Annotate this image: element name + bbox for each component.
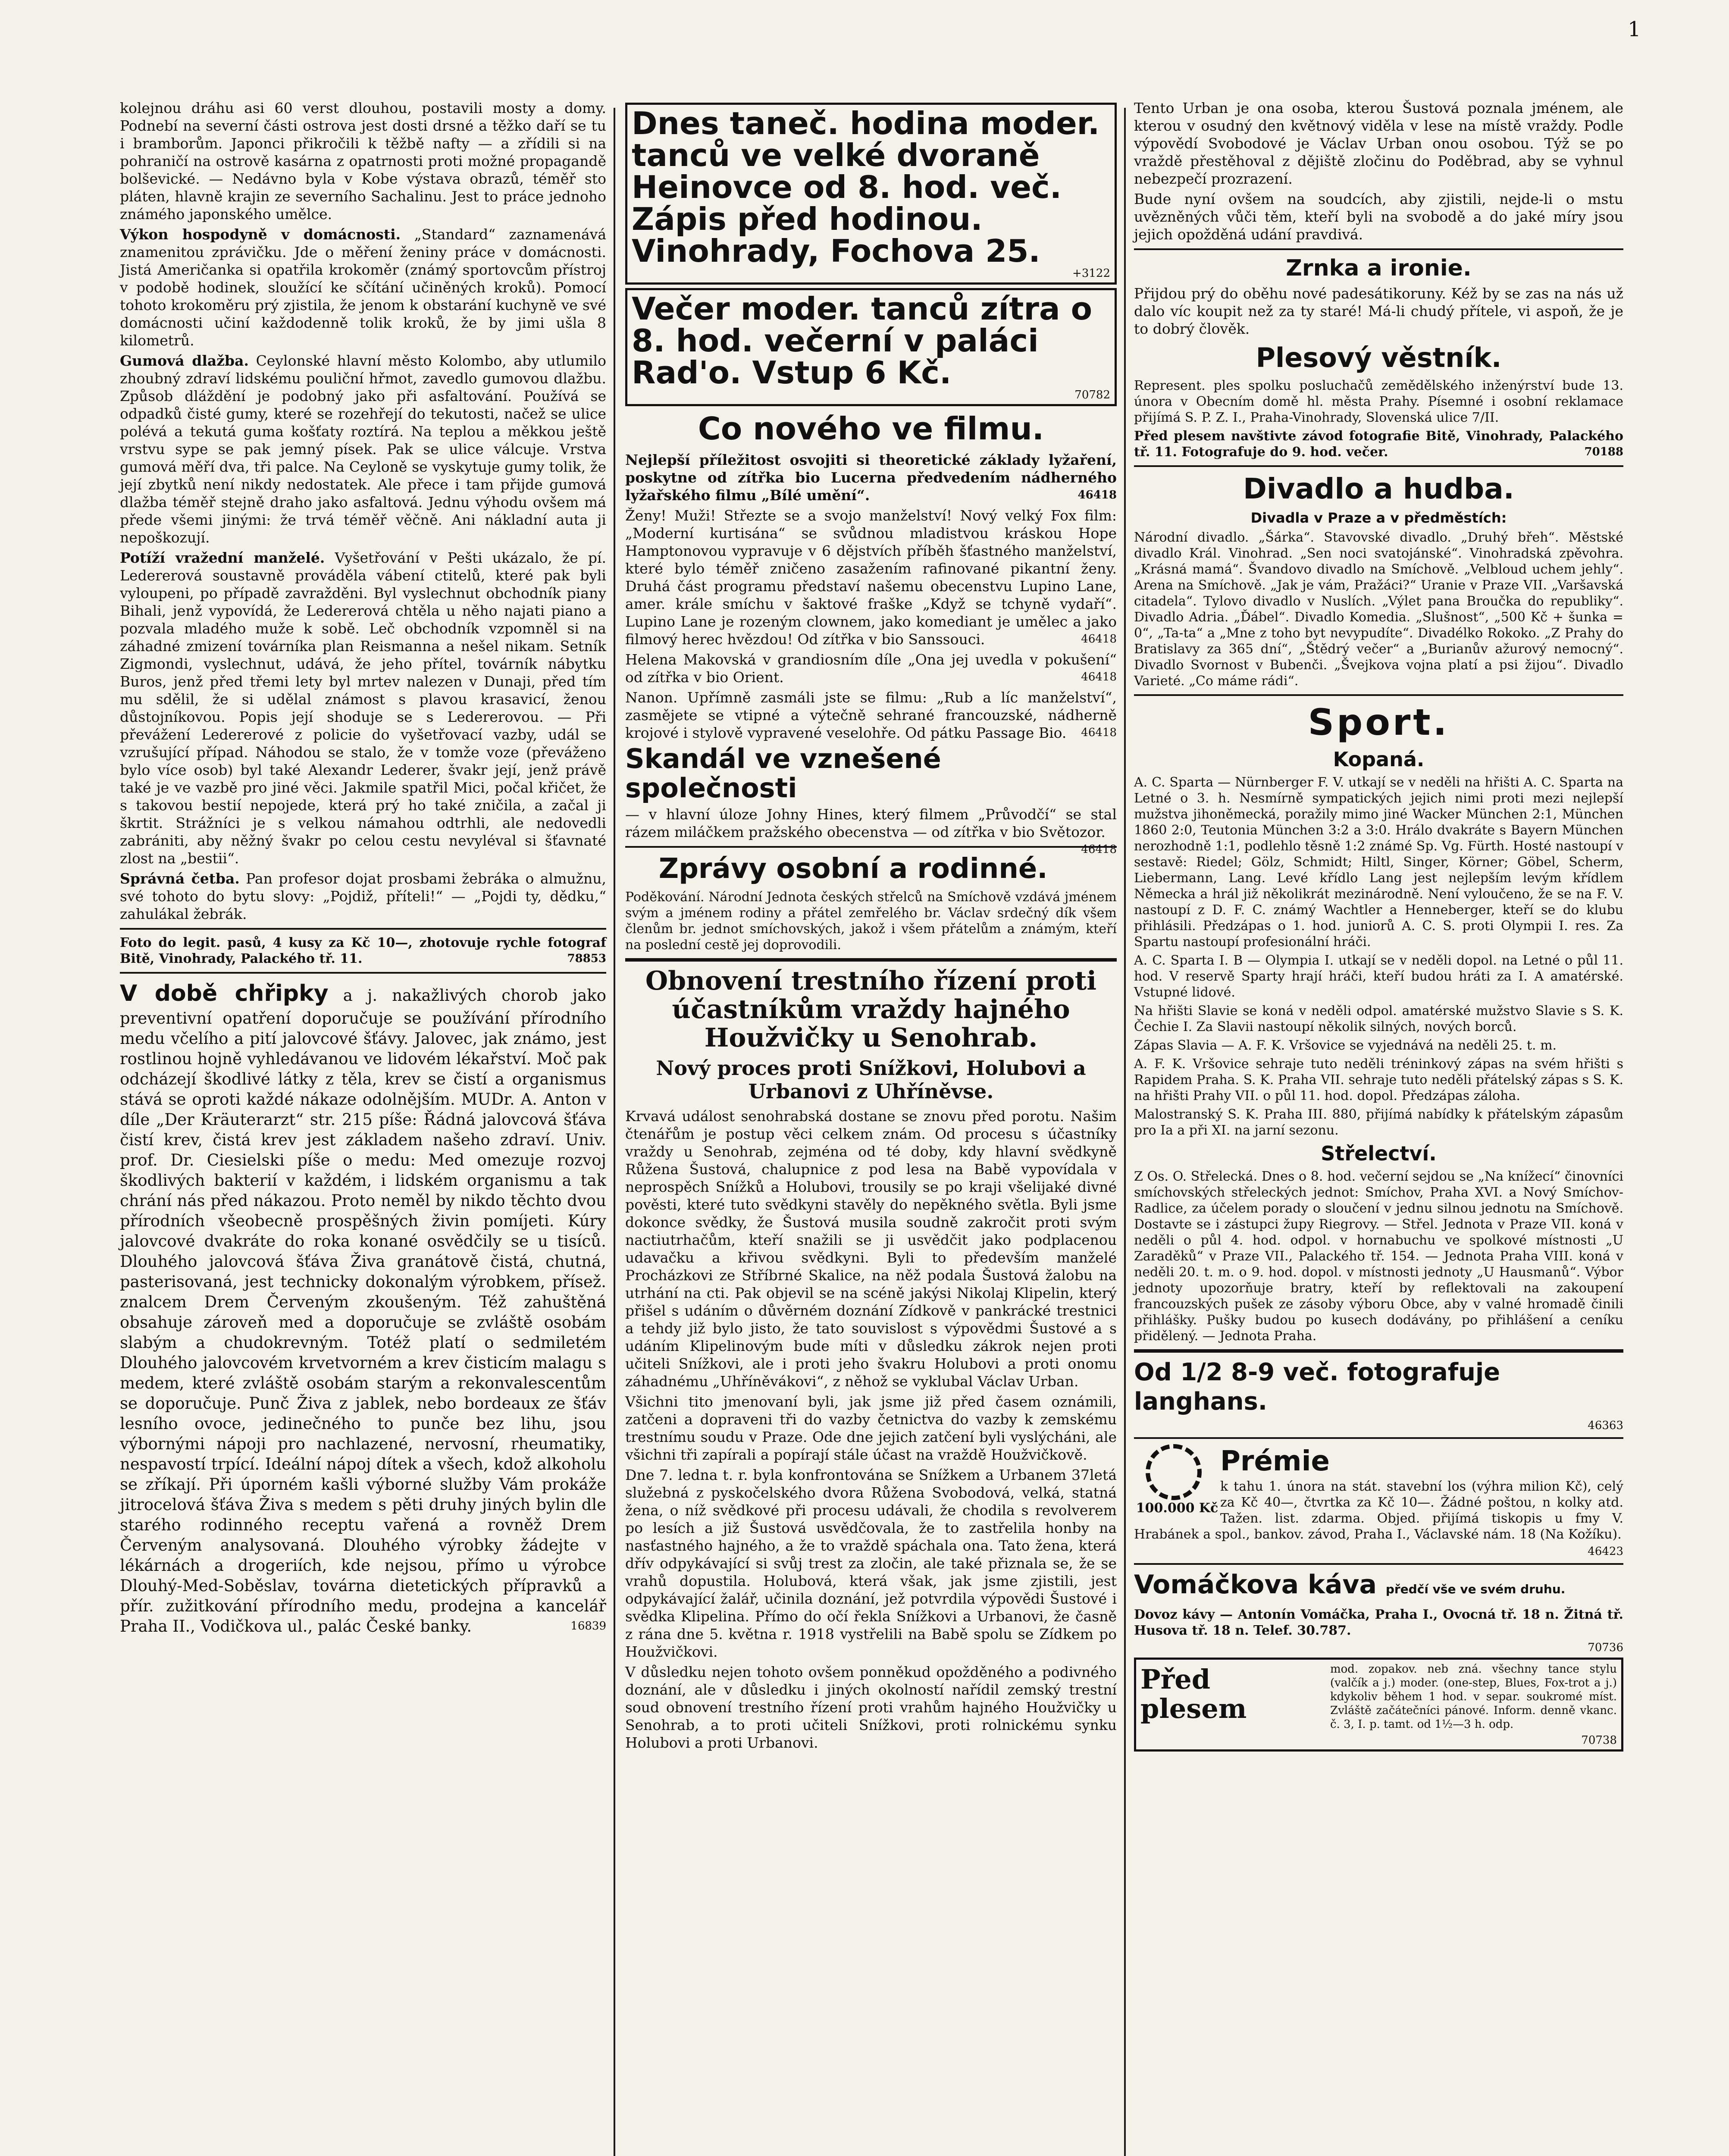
article-heading: Správná četba. bbox=[120, 870, 240, 887]
divider bbox=[1134, 465, 1623, 467]
ad-dance-rado bbox=[625, 288, 1117, 406]
sport-item: Malostranský S. K. Praha III. 880, přijímá nabídky k přátelským zápasům pro Ia a při XI. na jarní sezonu. bbox=[1134, 1107, 1623, 1138]
ad-text: mod. zopakov. neb zná. všechny tance stylu (valčík a j.) moder. (one-step, Blues, Fox-trot a j.) kdykoliv během 1 hod. v separ. soukromé míst. Zvláště začátečníci pánové. Inform. denně vkanc. č. 3, I. p. tamt. od 1½—3 h. odp. bbox=[1330, 1663, 1617, 1731]
ad-heading: Vomáčkova káva bbox=[1134, 1570, 1377, 1600]
section-personal: Zprávy osobní a rodinné. bbox=[658, 853, 1048, 885]
ad-heading: Před plesem bbox=[1140, 1664, 1247, 1724]
section-sport: Sport. bbox=[1308, 701, 1450, 743]
ad-number: 46418 bbox=[1081, 671, 1117, 683]
ad-number: 70736 bbox=[1588, 1641, 1623, 1654]
ad-text: Před plesem navštivte závod fotografie Bitě, Vinohrady, Palackého tř. 11. Fotografuje do 9. hod. večer. bbox=[1134, 429, 1623, 460]
sport-item: Zápas Slavia — A. F. K. Vršovice se vyjednává na neděli 25. t. m. bbox=[1134, 1038, 1557, 1053]
film-orient bbox=[625, 651, 1117, 686]
sport-shooting-heading: Střelectví. bbox=[1321, 1142, 1437, 1165]
trial-continuation: Bude nyní ovšem na soudcích, aby zjistili, nejde-li o mstu uvězněných vůči těm, kteří byli na svobodě a do jaké míry jsou jejich opožděná udání pravdivá. bbox=[1134, 191, 1623, 243]
article-murderous-couple bbox=[120, 549, 606, 867]
ad-text: Večer moder. tanců zítra o 8. hod. večerní v paláci Rad'o. Vstup 6 Kč. bbox=[632, 291, 1093, 391]
article-heading: Výkon hospodyně v domácnosti. bbox=[120, 226, 401, 243]
page-number: 1 bbox=[1628, 17, 1641, 41]
film-sanssouci bbox=[625, 507, 1117, 648]
divider bbox=[1134, 1437, 1623, 1439]
ad-dance-heinovka bbox=[625, 103, 1117, 285]
ad-number: +3122 bbox=[1072, 267, 1110, 280]
ad-number: 46418 bbox=[1081, 726, 1117, 739]
column-rule bbox=[1124, 108, 1126, 2156]
ad-number: 78853 bbox=[567, 952, 606, 965]
ad-heading-row bbox=[1134, 1570, 1623, 1604]
divider bbox=[1134, 248, 1623, 250]
sport-item: Na hřišti Slavie se koná v neděli odpol. amatérské mužstvo Slavie s S. K. Čechie I. Za Slavii nastoupí několik silných, nových borců. bbox=[1134, 1003, 1623, 1034]
trial-subheading: Nový proces proti Snížkovi, Holubovi a Urbanovi z Uhříněvse. bbox=[656, 1056, 1086, 1103]
stamp-text: 100.000 Kč bbox=[1136, 1501, 1218, 1516]
ad-health bbox=[120, 979, 606, 1636]
divider bbox=[1134, 694, 1623, 696]
ad-premie bbox=[1134, 1444, 1623, 1558]
theatre-subheading: Divadla v Praze a v předměstích: bbox=[1250, 510, 1507, 526]
article-heading: Gumová dlažba. bbox=[120, 352, 249, 369]
ad-number: 46418 bbox=[1077, 489, 1117, 501]
film-passage bbox=[625, 689, 1117, 742]
film-text: — v hlavní úloze Johny Hines, který filmem „Průvodčí“ se stal rázem miláčkem pražského obecenstva — od zítřka v bio Světozor. bbox=[625, 806, 1117, 840]
column-3 bbox=[1134, 99, 1623, 1755]
ad-ball-photo bbox=[1134, 428, 1623, 460]
ad-heading: V době chřipky bbox=[120, 981, 329, 1006]
article-sachalin: kolejnou dráhu asi 60 verst dlouhou, postavili mosty a domy. Podnebí na severní části ostrova jest dosti drsné a těžko daří se tu i bramborům. Japonci přikročili k těžbě nafty — a zřídili si na pohraničí na ostrově kasárna z opatrnosti proti možné propagandě bolševické. — Nedávno byla v Kobe výstava obrazů, téměř sto pláten, hlavně krajin ze severního Sachalinu. Jest to práce jednoho známého japonského umělce. bbox=[120, 100, 606, 222]
sport-item: Z Os. O. Střelecká. Dnes o 8. hod. večerní sejdou se „Na knížecí“ činovníci smíchovských střeleckých jednot: Smíchov, Praha XVI. a Nový Smíchov-Radlice, za účelem porady o sloučení v jednu silnou jednotu na Smíchově. Dostavte se i zástupci župy Riegrovy. — Střel. Jednota v Praze VII. koná v neděli o půl 4. hod. odpol. v hornabuchu ve spolkové místnosti „U Zaraděků“ v Praze VII., Palackého tř. 154. — Jednota Praha VIII. koná v neděli 20. t. m. o 9. hod. dopol. v místnosti jednoty „U Hausmanů“. Výbor jednoty upozorňuje bratry, kteří by reflektovali na zakoupení francouzských pušek ze zásoby výboru Obce, aby v valné hromadě činili přihlášky. Pušky budou po kusech dodávány, po přihlášení a ceníku přidělený. — Jednota Praha. bbox=[1134, 1169, 1623, 1344]
ad-number: 46418 bbox=[1081, 843, 1117, 856]
trial-paragraph: Dne 7. ledna t. r. byla konfrontována se Snížkem a Urbanem 37letá služebná z pyskočelského dvora Růžena Svobodová, velká, statná žena, o níž svědkové při procesu udávali, že chodila s revolverem po lesích a již Šustová usvědčovala, že to zastřelila honby na nasťastného hajného, a že to vraždě spáchala ona. Tato žena, která dřív odpykávající si svůj trest za zločin, ale také přiznala se, že se vrahů dopustila. Holubová, která však, jak jsme zjistili, jest odpykávající žalář, učinila doznání, jež potvrdila výpovědi Šustové i svědka Klipelina. Přímo do očí řekla Snížkovi a Urbanovi, že časně z rána dne 5. května r. 1918 vystřelili na Babě spolu se Zídkem po Houžvičkovi. bbox=[625, 1467, 1117, 1660]
ad-photo-passport bbox=[120, 935, 606, 967]
article-rubber-paving bbox=[120, 352, 606, 546]
section-irony: Zrnka a ironie. bbox=[1286, 255, 1472, 281]
trial-heading: Obnovení trestního řízení proti účastníkům vraždy hajného Houžvičky u Senohrab. bbox=[645, 966, 1097, 1053]
ad-number: 46423 bbox=[1588, 1545, 1623, 1558]
film-text: Nanon. Upřímně zasmáli jste se filmu: „Rub a líc manželství“, zasmějete se vtipné a výtečně sehrané francouzské, nádherně krojové i stylově vypravené veselohře. Od pátku Passage Bio. bbox=[625, 689, 1117, 741]
ad-heading: Prémie bbox=[1220, 1445, 1330, 1477]
article-joke bbox=[120, 870, 606, 923]
irony-text: Přijdou prý do oběhu nové padesátikoruny. Kéž by se zas na nás už dalo víc koupit než za ty staré! Má-li chudý přítele, vi aspoň, že je to dobrý člověk. bbox=[1134, 285, 1623, 337]
ad-text: Dovoz kávy — Antonín Vomáčka, Praha I., Ovocná tř. 18 n. Žitná tř. Husova tř. 18 n. Telef. 30.787. bbox=[1134, 1607, 1623, 1638]
film-text: Ženy! Muži! Střezte se a svojo manželství! Nový velký Fox film: „Moderní kurtisána“ se svůdnou mladistvou kráskou Hope Hamptonovou vypravuje v 6 dějstvích příběh šťastného manželství, které bylo téměř zničeno zasažením rafinované pikantní ženy. Druhá část programu představí našemu obecenstvu Lupino Lane, amer. krále smíchu v šaktové fraške „Když se tchyně vydaří“. Lupino Lane je rozeným clownem, jako komediant je umělec a jako filmový herec hvězdou! Od zítřka v bio Sanssouci. bbox=[625, 507, 1117, 648]
film-svetozor bbox=[625, 805, 1117, 856]
ball-notice: Represent. ples spolku posluchačů zemědělského inženýrství bude 13. února v Obecním domě hl. města Prahy. Písemné i osobní reklamace přijímá S. P. Z. I., Praha-Vinohrady, Slovenská ulice 7/II. bbox=[1134, 378, 1623, 425]
ad-text: a j. nakažlivých chorob jako preventivní opatření doporučuje se používání přírodního medu včelího a pití jalovcové šťávy. Jalovec, jak známo, jest rostlinou hojně vyhledávanou ve lidovém lékařství. Moč pak odcházejí škodlivé látky z těla, krev se čistí a organismus stává se oproti každé nákaze odolnějším. MUDr. A. Anton v díle „Der Kräuterarzt“ str. 215 píše: Řádná jalovcová šťáva čistí krev, čistá krev jest základem našeho zdraví. Univ. prof. Dr. Ciesielski píše o medu: Med omezuje rozvoj škodlivých bakterií v každém, i lidském organismu a tak chrání nás před nákazou. Proto neměl by nikdo těchto dvou přírodních všeobecně prospěšných živin pomíjeti. Kúry jalovcové dvakráte do roka konané osvědčily se u tisíců. Dlouhého jalovcová šťáva Živa granátově čistá, chutná, pasterisovaná, jest technicky dokonalým výrobkem, přísež. znalcem Drem Červeným zkoušeným. Též zahuštěná obsahuje zároveň med a doporučuje se zvláště osobám slabým a chudokrevným. Totéž platí o sedmiletém Dlouhého jalovcovém krvetvorném a krev čisticím malagu s medem, které zvláště osobám starým a rekonvalescentům se doporučuje. Punč Živa z jablek, nebo bordeaux ze šťáv lesního ovoce, jedinečného to punče bez lihu, jsou výbornými nápoji pro nachlazené, nervosní, rheumatiky, nespavostí trpící. Ideální nápoj dítek a všech, kdož alkoholu se zříkají. Při úporném kašli výborné služby Vám prokáže jitrocelová šťáva Živa s medem s pěti druhy jiných bylin dle starého rodinného receptu vařená a rovněž Drem Červeným analysovaná. Dlouhého výrobky žádejte v lékárnách a drogeriích, kde nejsou, přímo u výrobce Dlouhý-Med-Soběslav, továrna dietetických přípravků a přír. zužitkování přírodního medu, prodejna a kancelář Praha II., Vodičkova ul., palác České banky. bbox=[120, 986, 606, 1636]
film-skandal-heading: Skandál ve vznešené společnosti bbox=[625, 743, 941, 804]
divider bbox=[625, 846, 1117, 848]
sport-item: A. C. Sparta — Nürnberger F. V. utkají se v neděli na hřišti A. C. Sparta na Letné o 3. h. Nesmírně sympatických jejich nimi proti mezi nejlepší mužstva jihoněmecká, poražily mimo jiné Wacker München 2:1, München 1860 2:0, Teutonia München 3:2 a 3:0. Hrálo dvakráte s Bayern München nerozhodně 1:1, podlehlo těsně 1:2 známé Sp. Vg. Fürth. Hosté nastoupí v sestavě: Riedel; Gölz, Schmidt; Hiltl, Singer, Körner; Göbel, Scherm, Liebermann, Lang. Levé křídlo Lang jest nejlepším levým křídlem Německa a hrál již několikrát mezinárodně. Není vyloučeno, že se na F. V. nastoupí z D. F. C. známý Wachtler a Henneberger, kteří se do klubu přihlásili. Předzápas o 1. hod. juniorů A. C. S. proti Olympii I. res. Za Spartu nastoupí profesionální hráči. bbox=[1134, 775, 1623, 950]
article-housewife bbox=[120, 226, 606, 349]
section-theatre: Divadlo a hudba. bbox=[1243, 472, 1514, 505]
sport-item: A. F. K. Vršovice sehraje tuto neděli tréninkový zápas na svém hřišti s Rapidem Praha. S. K. Praha VII. sehraje tuto neděli přátelský zápas s S. K. na hřišti Prahy VII. o půl 11. hod. dopol. Předzápas záloha. bbox=[1134, 1056, 1623, 1103]
divider bbox=[1134, 1349, 1623, 1353]
article-heading: Potíží vražední manželé. bbox=[120, 549, 325, 566]
sun-icon bbox=[1146, 1444, 1202, 1500]
film-text: Nejlepší příležitost osvojiti si theoretické základy lyžaření, poskytne od zítřka bio Lucerna předvedením nádherného lyžařského filmu „Bílé umění“. bbox=[625, 451, 1117, 504]
film-text: Helena Makovská v grandiosním díle „Ona jej uvedla v pokušení“ od zítřka v bio Orient. bbox=[625, 651, 1117, 686]
sun-stamp bbox=[1134, 1444, 1220, 1516]
ad-text: Foto do legit. pasů, 4 kusy za Kč 10—, zhotovuje rychle fotograf Bitě, Vinohrady, Palackého tř. 11. bbox=[120, 935, 606, 966]
article-text: Pan profesor dojat prosbami žebráka o almužnu, své tohoto do bytu slovy: „Pojdiž, příteli!“ — „Pojdi ty, dědku,“ zahulákal žebrák. bbox=[120, 870, 606, 922]
ad-number: 46363 bbox=[1588, 1419, 1623, 1432]
ad-text: Dnes taneč. hodina moder. tanců ve velké dvoraně Heinovce od 8. hod. več. Zápis před hodinou. Vinohrady, Fochova 25. bbox=[632, 105, 1100, 269]
section-ball: Plesový věstník. bbox=[1256, 342, 1502, 373]
ad-number: 70188 bbox=[1584, 445, 1623, 458]
ad-coffee bbox=[1134, 1570, 1623, 1654]
divider bbox=[625, 958, 1117, 962]
ad-number: 70738 bbox=[1581, 1734, 1617, 1747]
trial-continuation: Tento Urban je ona osoba, kterou Šustová poznala jménem, ale kterou v osudný den květnový viděla v lese na místě vraždy. Podle výpovědí Svobodové je Václav Urban onou osobou. Týž se po vraždě přestěhoval z dějiště zločinu do Poděbrad, aby se vyhnul nebezpečí prozrazení. bbox=[1134, 100, 1623, 187]
divider bbox=[120, 928, 606, 930]
column-1 bbox=[120, 99, 606, 1639]
personal-notice: Poděkování. Národní Jednota českých střelců na Smíchově vzdává jménem svým a jménem rodiny a přátel zemřelého br. Václav srdečný dík všem členům br. jednot smíchovských, jakož i všem přátelům a známým, kteří na poslední cestě jej doprovodili. bbox=[625, 890, 1117, 953]
article-text: „Standard“ zaznamenává znamenitou zprávičku. Jde o měření ženiny práce v domácnosti. Jistá Američanka si opatřila krokoměr (známý sportovcům přístroj v podobě hodinek, sloužící ke sčítání učiněných kroků). Pomocí tohoto krokoměru prý zjistila, že jenom k obstarání kuchyně ve své domácnosti učiní každodenně tolik kroků, že by jimi ušla 8 kilometrů. bbox=[120, 226, 606, 349]
ad-number: 16839 bbox=[570, 1620, 606, 1633]
ad-dance-lessons bbox=[1134, 1658, 1623, 1752]
trial-paragraph: Všichni tito jmenovaní byli, jak jsme již před časem oznámili, zatčeni a dopraveni tři do vazby četnictva do vazby k zemskému trestnímu soudu v Praze. Ode dne jejich zatčení byli vyslýcháni, ale všichni tři zapírali a popírají stále účast na vraždě Houžvičkově. bbox=[625, 1393, 1117, 1463]
article-text: Vyšetřování v Pešti ukázalo, že pí. Ledererová soustavně prováděla vábení ctitelů, které pak byli vyloupeni, po případě zavražděni. Byl vyslechnut obchodník piany Bihali, jenž vypovídá, že Ledererová chtěla u něho najati piano a pozvala mladého muže k sobě. Leč obchodník vzpomněl si na záhadné zmizení továrníka plan Reismanna a nešel nikam. Setník Zigmondi, vyslechnut, udává, že jeho přítel, továrník nábytku Buros, jenž před třemi lety byl mrtev nalezen v Dunaji, před tím mu sdělil, že si udělal známost s plavou krasavicí, ženou důstojníkovou. Popis její shoduje se s Ledererovou. — Při převážení Ledererové z policie do vyšetřovací vazby, udál se vzrušující případ. Náhodou se stalo, že v tomže voze (převáženo bylo více osob) byl také Alexandr Lederer, švakr její, jenž právě také je ve vazbě pro jiné věci. Jakmile spatřil Mici, počal křičet, že s takovou bestií nepojede, která prý ho také zničila, a začal ji škrtit. Strážníci je s velkou námahou odtrhli, ale nedovedli zabrániti, aby něžný švakr po celou cestu nevyléval si šťavnaté zlost na „bestii“. bbox=[120, 549, 606, 867]
sport-item: A. C. Sparta I. B — Olympia I. utkají se v neděli dopol. na Letné o půl 11. hod. V reservě Sparty hrají hráči, kteří budou hráti za I. A amatérské. Vstupné lidové. bbox=[1134, 953, 1623, 1000]
trial-paragraph: V důsledku nejen tohoto ovšem ponněkud opožděného a podivného doznání, ale v důsledku i jiných okolností nařídil zemský trestní soud obnovení trestního řízení proti vrahům hajného Houžvičky u Senohrab, a to proti učiteli Snížkovi, proti rolnickému synku Holubovi a proti Urbanovi. bbox=[625, 1664, 1117, 1751]
divider bbox=[1134, 1563, 1623, 1565]
theatre-listings: Národní divadlo. „Šárka“. Stavovské divadlo. „Druhý břeh“. Městské divadlo Král. Vinohrad. „Sen noci svatojánské“. Vinohradská zpěvohra. „Krásná mamá“. Švandovo divadlo na Smíchově. „Velbloud uchem jehly“. Arena na Smíchově. „Jak je vám, Pražáci?“ Uranie v Praze VII. „Varšavská citadela“. Tylovo divadlo v Nuslích. „Výlet pana Broučka do republiky“. Divadlo Adria. „Ďábel“. Divadlo Komedia. „Slušnost“, „500 Kč + šunka = 0“, „Ta-ta“ a „Mne z toho byt nevypudíte“. Divadélko Rokoko. „Z Prahy do Bratislavy za 365 dní“, „Štědrý večer“ a „Burianův ažurový nemocný“. Divadlo Svornost v Bubenči. „Švejkova vojna platí a psi žijou“. Divadlo Varieté. „Co máme rádi“. bbox=[1134, 530, 1623, 689]
ad-number: 46418 bbox=[1081, 633, 1117, 646]
ad-text: k tahu 1. února na stát. stavební los (výhra milion Kč), celý za Kč 40—, čtvrtka za Kč 10—. Žádné poštou, n kolky atd. Tažen. list. zdarma. Objed. přijímá tiskopis u fmy V. Hrabánek a spol., bankov. závod, Praha I., Václavské nám. 18 (Na Kožíku). bbox=[1134, 1479, 1623, 1542]
article-text: Ceylonské hlavní město Kolombo, aby utlumilo zhoubný zdraví lidskému pouliční hřmot, zavedlo gumovou dlažbu. Způsob dláždění je podobný jako při asfaltování. Používá se odpadků čisté gumy, které se rozehřejí do tekutosti, načež se ulice polévá a tekutá guma košťaty roztírá. Na teplou a měkkou ještě vrstvu sype se pak jemný písek. Pak se ulice válcuje. Vrstva gumová měří dva, tři palce. Na Ceyloně se vyskytuje gumy tolik, že její zbytků není nikdy nedostatek. Ale přece i tam přijde gumová dlažba téměř stejně draho jako asfaltová. Jednu výhodu ovšem má přede všemi jinými: že trvá téměř věčně. Ani nákladní auta ji nepoškozují. bbox=[120, 352, 606, 546]
column-2 bbox=[625, 99, 1117, 1754]
divider bbox=[120, 972, 606, 974]
film-lucerna bbox=[625, 451, 1117, 504]
trial-paragraph: Krvavá událost senohrabská dostane se znovu před porotu. Našim čtenářům je postup věci celkem znám. Od procesu s účastníky vraždy u Senohrab, zejména od té doby, kdy hlavní svědkyně Růžena Šustová, chalupnice z pod lesa na Babě vypovídala v neprospěch Snížků a Holubovi, trousily se po kraji všelijaké divné pověsti, které tuto svědkyni stavěly do nepěkného světla. Byli jsme dokonce svědky, že Šustová musila soudně zakročit proti svým nactiutrhačům, kteří snažili se ji usvědčit jako podplacenou udavačku a křivou svědkyni. Byli to především manželé Procházkovi ze Stříbrné Skalice, na něž podala Šustová žalobu na utrhání na cti. Pak objevil se na scéně jakýsi Nikolaj Klipelin, který přišel s udáním o důvěrném doznání Zídkově v pankrácké trestnici a tehdy již bylo jisto, že tato souvislost s výpovědmi Šustové a s udáním Klipelinovým bude míti v důsledku zákrok nejen proti učiteli Snížkovi, ale i proti jeho švakru Holubovi a proti onomu záhadnému „Uhříněvákovi“, z něhož se vyklubal Václav Urban. bbox=[625, 1108, 1117, 1390]
column-rule bbox=[614, 108, 615, 2156]
ad-tagline: předčí vše ve svém druhu. bbox=[1385, 1582, 1566, 1596]
ad-number: 70782 bbox=[1074, 389, 1110, 401]
section-film: Co nového ve filmu. bbox=[698, 411, 1044, 447]
sport-football-heading: Kopaná. bbox=[1333, 748, 1425, 771]
ad-langhans: Od 1/2 8-9 več. fotografuje langhans. bbox=[1134, 1358, 1500, 1416]
